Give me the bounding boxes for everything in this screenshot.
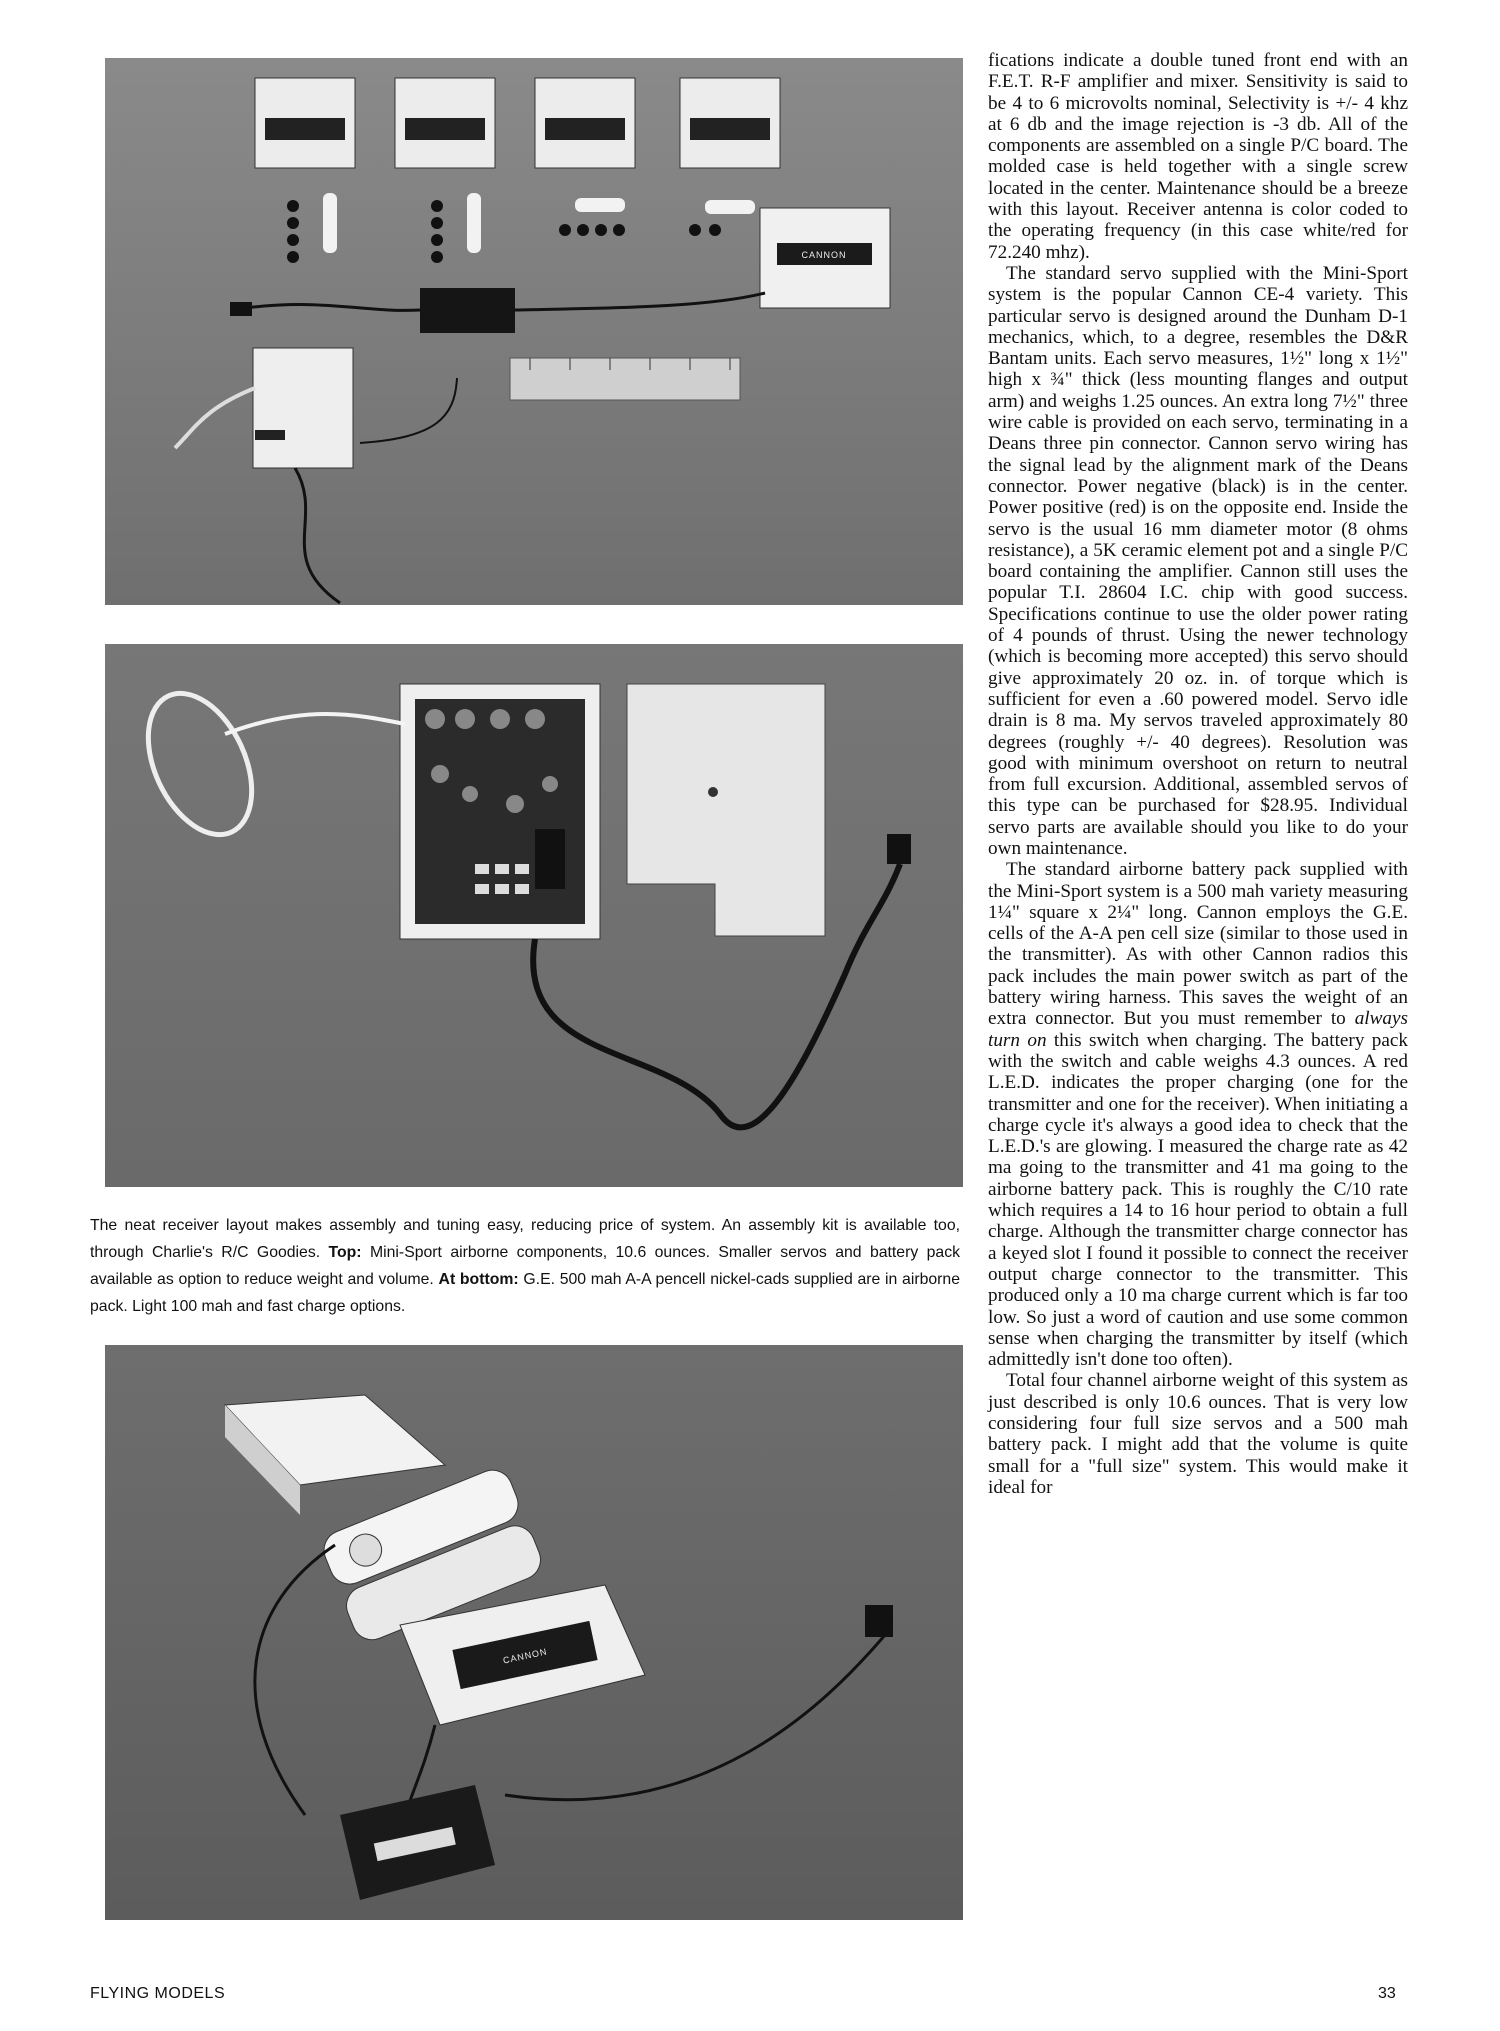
photo-receiver-layout: [105, 644, 963, 1187]
article-paragraph-3b: this switch when charging. The battery pack with the switch and cable weighs 4.3 ounces. A red L.E.D. indicates the proper charging (one for the transmitter and one for the receiver). When initiating a charge cycle it's always a good idea to check that the L.E.D.'s are glowing. I measured the charge rate as 42 ma going to the transmitter and 41 ma going to the airborne battery pack. This is roughly the C/10 rate which requires a 14 to 16 hour period to obtain a full charge. Although the transmitter charge connector has a keyed slot I found it possible to connect the receiver output charge connector to the transmitter. This produced only a 10 ma charge current which is far too low. So just a word of caution and use some common sense when charging the transmitter by itself (which admittedly isn't done too often).: [988, 1029, 1408, 1371]
page-number: 33: [1378, 1985, 1396, 2002]
article-paragraph-3: [988, 859, 1408, 1370]
article-paragraph-1: fications indicate a double tuned front end with an F.E.T. R-F amplifier and mixer. Sensitivity is said to be 4 to 6 microvolts nominal, Selectivity is +/- 4 khz at 6 db and the image rejection is -3 db. All of the components are assembled on a single P/C board. The molded case is held together with a single screw located in the center. Maintenance should be a breeze with this layout. Receiver antenna is color coded to the operating frequency (in this case white/red for 72.240 mhz).: [988, 50, 1408, 263]
magazine-name: FLYING MODELS: [90, 1985, 226, 2002]
caption-top-label: Top:: [328, 1244, 362, 1261]
article-emphasis: always turn on: [988, 1008, 1408, 1051]
article-column: [988, 50, 1408, 1498]
battery-label: CANNON: [801, 250, 847, 260]
switch-label: CANNON: [502, 1646, 549, 1666]
article-paragraph-3a: The standard airborne battery pack supplied with the Mini-Sport system is a 500 mah variety measuring 1¼" square x 2¼" long. Cannon employs the G.E. cells of the A-A pen cell size (similar to those used in the transmitter). As with other Cannon radios this pack includes the main power switch as part of the battery wiring harness. This saves the weight of an extra connector. But you must remember to: [988, 859, 1408, 1030]
caption-part-2: Mini-Sport airborne components, 10.6 ounces. Smaller servos and battery pack available as option to reduce weight and volume.: [90, 1244, 961, 1288]
caption-part-3: G.E. 500 mah A-A pencell nickel-cads supplied are in airborne pack. Light 100 mah and fast charge options.: [90, 1271, 961, 1315]
caption-bottom-label: At bottom:: [438, 1271, 519, 1288]
photo-airborne-components: [105, 58, 963, 605]
photo-battery-pack: [105, 1345, 963, 1920]
photo-caption: [90, 1212, 960, 1320]
caption-part-1: The neat receiver layout makes assembly and tuning easy, reducing price of system. An assembly kit is available too, through Charlie's R/C Goodies.: [90, 1217, 960, 1261]
article-paragraph-4: Total four channel airborne weight of this system as just described is only 10.6 ounces. That is very low considering four full size servos and a 500 mah battery pack. I might add that the volume is quite small for a "full size" system. This would make it ideal for: [988, 1370, 1408, 1498]
article-paragraph-2: The standard servo supplied with the Mini-Sport system is the popular Cannon CE-4 variety. This particular servo is designed around the Dunham D-1 mechanics, which, to a degree, resembles the D&R Bantam units. Each servo measures, 1½" long x 1½" high x ¾" thick (less mounting flanges and output arm) and weighs 1.25 ounces. An extra long 7½" three wire cable is provided on each servo, terminating in a Deans three pin connector. Cannon servo wiring has the signal lead by the alignment mark of the Deans connector. Power negative (black) is in the center. Power positive (red) is on the opposite end. Inside the servo is the usual 16 mm diameter motor (8 ohms resistance), a 5K ceramic element pot and a single P/C board containing the amplifier. Cannon still uses the popular T.I. 28604 I.C. chip with good success. Specifications continue to use the older power rating of 4 pounds of thrust. Using the newer technology (which is becoming more accepted) this servo should give approximately 20 oz. in. of torque which is sufficient for even a .60 powered model. Servo idle drain is 8 ma. My servos traveled approximately 80 degrees (roughly +/- 40 degrees). Resolution was good with minimum overshoot on return to neutral from full excursion. Additional, assembled servos of this type can be purchased for $28.95. Individual servo parts are available should you like to do your own maintenance.: [988, 262, 1408, 859]
